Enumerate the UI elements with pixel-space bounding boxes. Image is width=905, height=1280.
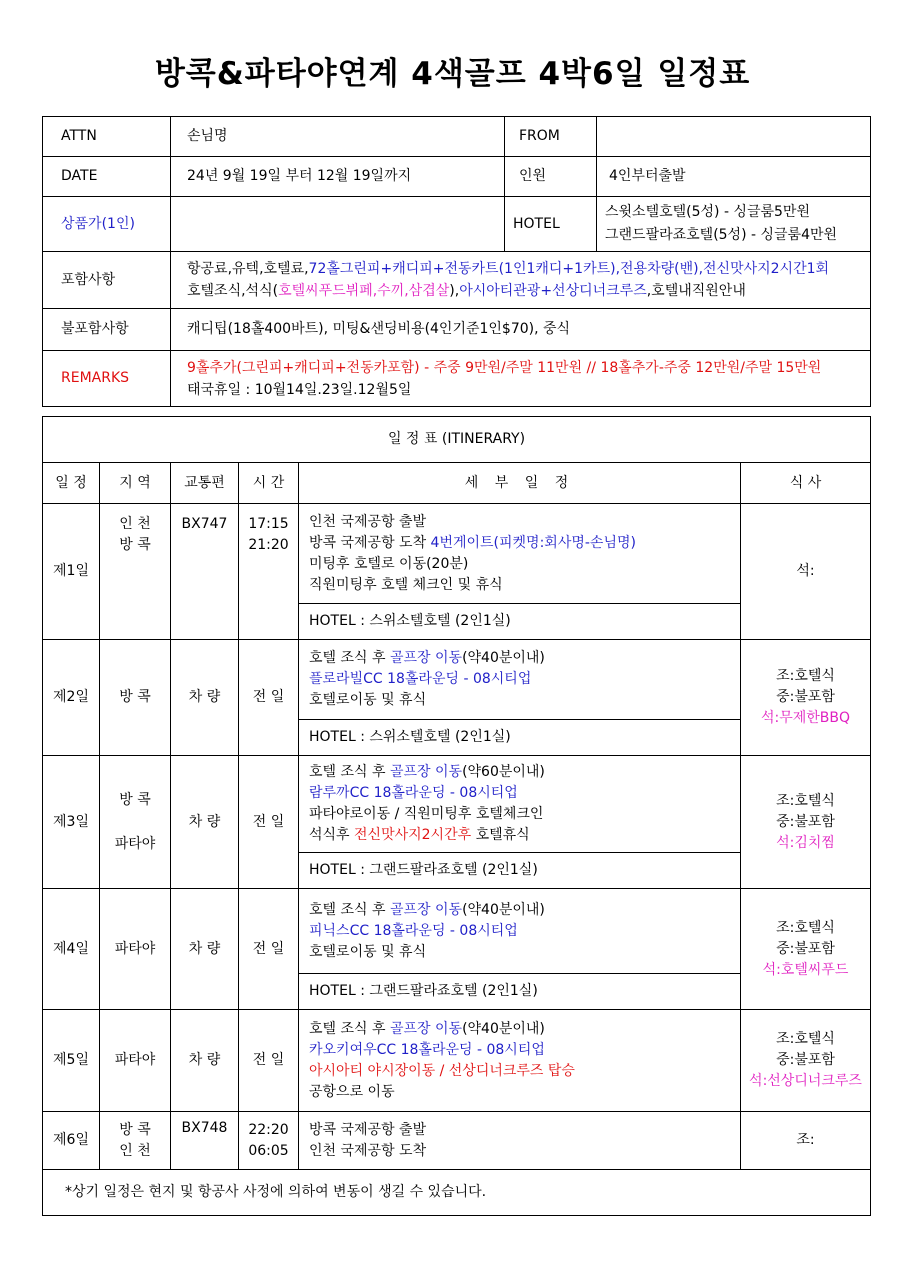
day-1-area <box>100 504 171 640</box>
day-2-meal <box>741 640 871 756</box>
detail-text: (약40분이내) <box>462 901 545 918</box>
time-value: 21:20 <box>248 537 289 553</box>
detail-line: 공항으로 이동 <box>309 1083 395 1100</box>
meal-dinner: 석:호텔씨푸드 <box>762 961 849 978</box>
detail-golf-move: 골프장 이동 <box>389 901 463 918</box>
included-meals: 호텔씨푸드뷔페,수끼,삼겹살 <box>278 283 450 299</box>
from-label: FROM <box>505 117 597 157</box>
meal-lunch: 중:불포함 <box>776 689 835 705</box>
day-2-detail <box>299 640 741 720</box>
attn-value: 손님명 <box>171 117 505 157</box>
day-5-area: 파타야 <box>100 1010 171 1112</box>
included-highlight: 72홀그린피+캐디피+전동카트(1인1캐디+1카트),전용차량(밴),전신맛사지2시간1회 <box>308 261 830 277</box>
meal-lunch: 중:불포함 <box>776 813 835 830</box>
time-value: 06:05 <box>248 1142 289 1159</box>
day-3-transport: 차 량 <box>171 756 239 889</box>
day-6-transport: BX748 <box>171 1112 239 1170</box>
detail-golf-round: 플로라빌CC 18홀라운딩 - 08시티업 <box>309 671 532 687</box>
remarks-value <box>171 351 871 407</box>
detail-golf-round: 피닉스CC 18홀라운딩 - 08시티업 <box>309 922 518 939</box>
day-2-area: 방 콕 <box>100 640 171 756</box>
meal-dinner: 석:무제한BBQ <box>760 710 851 726</box>
detail-gate: 4번게이트(피켓명:회사명-손님명) <box>430 534 636 551</box>
meal-dinner: 석:선상디너크루즈 <box>749 1073 862 1089</box>
excluded-value: 캐디팁(18홀400바트), 미팅&샌딩비용(4인기준1인$70), 중식 <box>171 309 871 351</box>
day-5-time: 전 일 <box>239 1010 299 1112</box>
meal-lunch: 중:불포함 <box>776 1052 835 1068</box>
remarks-label: REMARKS <box>43 351 171 407</box>
detail-line: 인천 국제공항 도착 <box>309 1142 427 1159</box>
detail-line: 파타야로이동 / 직원미팅후 호텔체크인 <box>309 806 544 822</box>
detail-golf-move: 골프장 이동 <box>389 764 463 780</box>
detail-golf-round: 람루까CC 18홀라운딩 - 08시티업 <box>309 785 518 801</box>
detail-line: 인천 국제공항 출발 <box>309 513 427 530</box>
area-name: 인 천 <box>119 1142 151 1159</box>
day-5-meal <box>741 1010 871 1112</box>
day-4-label: 제4일 <box>43 889 100 1010</box>
day-1-meal: 석: <box>741 504 871 640</box>
price-label: 상품가(1인) <box>43 197 171 252</box>
itinerary-title: 일 정 표 (ITINERARY) <box>43 417 871 463</box>
area-name: 파타야 <box>114 836 156 852</box>
day-6-detail <box>299 1112 741 1170</box>
remarks-line-1: 9홀추가(그린피+캐디피+전동카포함) - 주중 9만원/주말 11만원 // 18홀추가-주중 12만원/주말 15만원 <box>187 359 822 376</box>
area-name: 인 천 <box>119 516 151 532</box>
included-text: 호텔조식,석식( <box>187 283 279 299</box>
detail-line <box>309 648 734 669</box>
detail-line <box>309 825 734 846</box>
day-2-time: 전 일 <box>239 640 299 756</box>
day-6-label: 제6일 <box>43 1112 100 1170</box>
col-area: 지 역 <box>100 463 171 504</box>
time-value: 22:20 <box>248 1121 289 1138</box>
detail-text: 석식후 <box>309 827 355 843</box>
excluded-label: 불포함사항 <box>43 309 171 351</box>
day-3-meal <box>741 756 871 889</box>
page-title: 방콕&파타야연계 4색골프 4박6일 일정표 <box>154 56 751 92</box>
day-2-hotel: HOTEL : 스위소텔호텔 (2인1실) <box>299 720 741 756</box>
day-1-label: 제1일 <box>43 504 100 640</box>
day-6-meal: 조: <box>741 1112 871 1170</box>
included-value <box>171 252 871 309</box>
header-table <box>42 116 871 407</box>
detail-line: 호텔로이동 및 휴식 <box>309 692 427 708</box>
detail-golf-move: 골프장 이동 <box>389 650 463 666</box>
people-value: 4인부터출발 <box>597 157 871 197</box>
meal-breakfast: 조:호텔식 <box>776 668 835 684</box>
detail-massage: 전신맛사지2시간후 <box>354 827 472 843</box>
included-line-1 <box>187 258 864 280</box>
included-tour: 아시아티관광+선상디너크루즈 <box>459 283 647 299</box>
day-1-detail <box>299 504 741 604</box>
day-4-time: 전 일 <box>239 889 299 1010</box>
area-name: 방 콕 <box>119 1121 151 1138</box>
people-label: 인원 <box>505 157 597 197</box>
col-day: 일 정 <box>43 463 100 504</box>
col-time: 시 간 <box>239 463 299 504</box>
day-5-label: 제5일 <box>43 1010 100 1112</box>
detail-text: (약60분이내) <box>462 764 545 780</box>
date-label: DATE <box>43 157 171 197</box>
detail-text: 호텔휴식 <box>471 827 530 843</box>
included-text: ), <box>449 283 460 299</box>
day-2-transport: 차 량 <box>171 640 239 756</box>
detail-text: 호텔 조식 후 <box>309 650 390 666</box>
meal-breakfast: 조:호텔식 <box>776 792 835 809</box>
detail-text: 호텔 조식 후 <box>309 901 390 918</box>
meal-breakfast: 조:호텔식 <box>776 919 835 936</box>
day-3-area <box>100 756 171 889</box>
included-text: 항공료,유텍,호텔료, <box>187 261 309 277</box>
from-value <box>597 117 871 157</box>
col-transport: 교통편 <box>171 463 239 504</box>
area-name: 방 콕 <box>119 792 151 808</box>
detail-text: 호텔 조식 후 <box>309 1020 390 1037</box>
col-detail: 세 부 일 정 <box>299 463 741 504</box>
detail-line: 호텔로이동 및 휴식 <box>309 943 427 960</box>
day-5-transport: 차 량 <box>171 1010 239 1112</box>
day-4-hotel: HOTEL : 그랜드팔라죠호텔 (2인1실) <box>299 974 741 1010</box>
day-4-area: 파타야 <box>100 889 171 1010</box>
day-3-label: 제3일 <box>43 756 100 889</box>
col-meal: 식 사 <box>741 463 871 504</box>
day-3-detail <box>299 756 741 853</box>
detail-line: 방콕 국제공항 출발 <box>309 1121 427 1138</box>
detail-line <box>309 533 734 554</box>
itinerary-table <box>42 416 871 1216</box>
attn-label: ATTN <box>43 117 171 157</box>
price-value <box>171 197 505 252</box>
detail-text: 호텔 조식 후 <box>309 764 390 780</box>
remarks-line-2: 태국휴일 : 10월14일.23일.12월5일 <box>187 381 412 398</box>
hotel-line-1: 스윗소텔호텔(5성) - 싱글룸5만원 <box>605 204 810 220</box>
detail-line <box>309 1019 734 1040</box>
day-1-time <box>239 504 299 640</box>
day-4-detail <box>299 889 741 974</box>
day-6-area <box>100 1112 171 1170</box>
included-line-2 <box>187 280 864 302</box>
day-1-hotel: HOTEL : 스위소텔호텔 (2인1실) <box>299 604 741 640</box>
detail-text: 방콕 국제공항 도착 <box>309 534 431 551</box>
meal-lunch: 중:불포함 <box>776 940 835 957</box>
day-5-detail <box>299 1010 741 1112</box>
detail-night-tour: 아시아티 야시장이동 / 선상디너크루즈 탑승 <box>309 1062 575 1079</box>
day-3-time: 전 일 <box>239 756 299 889</box>
day-2-label: 제2일 <box>43 640 100 756</box>
footnote: *상기 일정은 현지 및 항공사 사정에 의하여 변동이 생길 수 있습니다. <box>43 1170 871 1216</box>
included-label: 포함사항 <box>43 252 171 309</box>
included-text: ,호텔내직원안내 <box>646 283 746 299</box>
detail-line <box>309 762 734 783</box>
area-name: 방 콕 <box>119 537 151 553</box>
detail-line <box>309 900 734 921</box>
detail-golf-move: 골프장 이동 <box>389 1020 463 1037</box>
hotel-label: HOTEL <box>505 197 597 252</box>
day-1-transport: BX747 <box>171 504 239 640</box>
day-3-hotel: HOTEL : 그랜드팔라죠호텔 (2인1실) <box>299 853 741 889</box>
detail-text: (약40분이내) <box>462 1020 545 1037</box>
detail-line: 직원미팅후 호텔 체크인 및 휴식 <box>309 576 503 593</box>
meal-breakfast: 조:호텔식 <box>776 1031 835 1047</box>
day-4-transport: 차 량 <box>171 889 239 1010</box>
hotel-line-2: 그랜드팔라죠호텔(5성) - 싱글룸4만원 <box>605 227 838 243</box>
detail-golf-round: 카오키여우CC 18홀라운딩 - 08시티업 <box>309 1041 545 1058</box>
time-value: 17:15 <box>248 516 289 532</box>
date-value: 24년 9월 19일 부터 12월 19일까지 <box>171 157 505 197</box>
detail-line: 미팅후 호텔로 이동(20분) <box>309 555 469 572</box>
detail-text: (약40분이내) <box>462 650 545 666</box>
hotel-value <box>597 197 871 252</box>
meal-dinner: 석:김치찜 <box>776 834 835 851</box>
day-4-meal <box>741 889 871 1010</box>
day-6-time <box>239 1112 299 1170</box>
